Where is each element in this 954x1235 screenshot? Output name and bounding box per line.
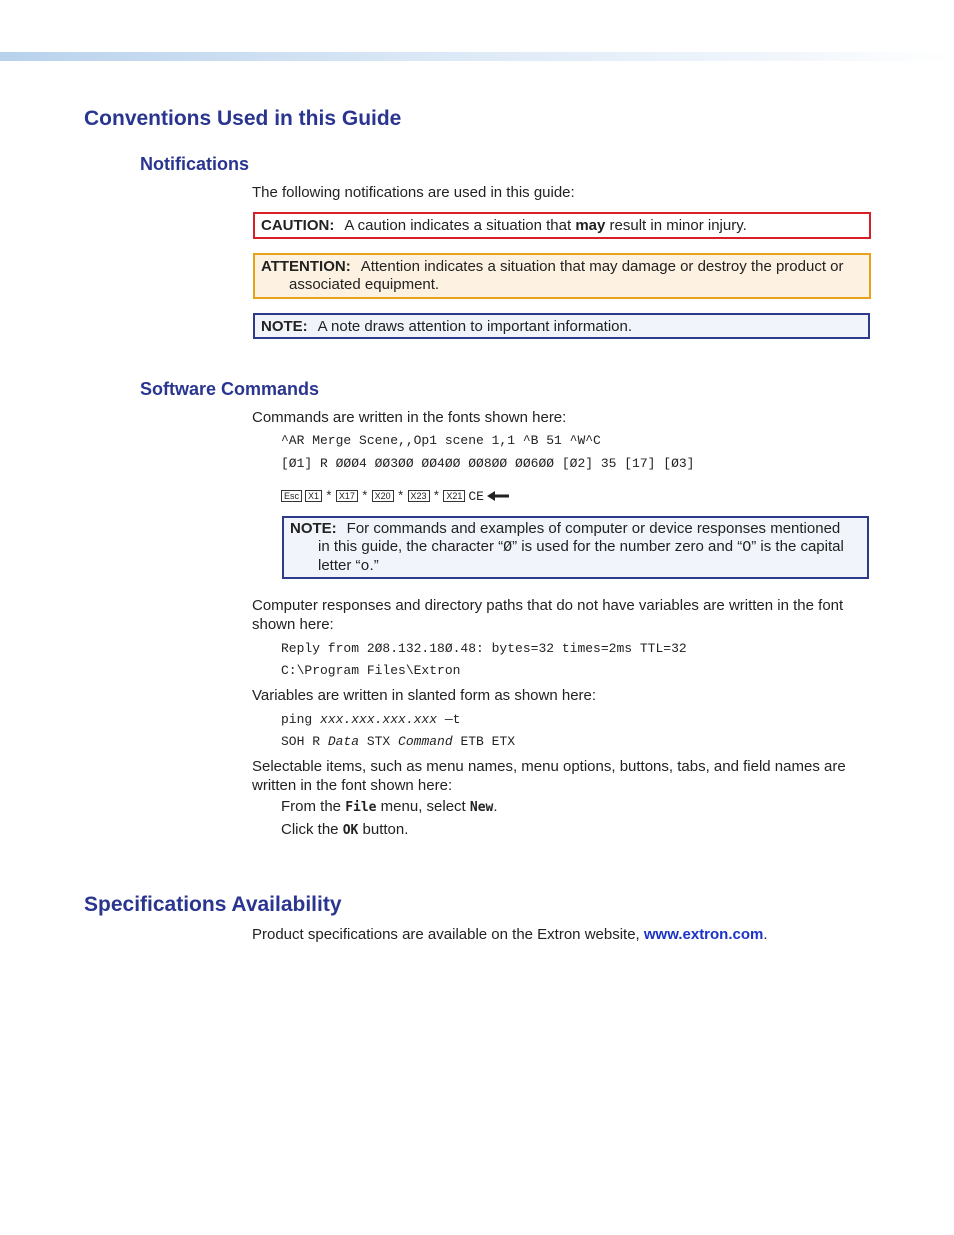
star-symbol: * — [325, 488, 333, 504]
esc-key: Esc — [281, 490, 302, 502]
extron-website-link[interactable]: www.extron.com — [643, 926, 764, 943]
x23-key: X23 — [408, 490, 430, 502]
ok-button-name: OK — [342, 823, 359, 838]
file-menu-name: File — [345, 800, 377, 815]
x20-key: X20 — [372, 490, 394, 502]
caution-text-after: result in minor injury. — [605, 217, 747, 234]
note-box — [253, 313, 870, 339]
character-note-line2a: in this guide, the character “ — [318, 538, 504, 555]
selectable-example-2 — [281, 821, 408, 838]
selectable-example-1 — [281, 798, 498, 815]
variable-example-1-slanted: xxx.xxx.xxx.xxx — [320, 712, 438, 727]
command-example-2: [Ø1] R ØØØ4 ØØ3ØØ ØØ4ØØ ØØ8ØØ ØØ6ØØ [Ø2] 35 [17] [Ø3] — [281, 456, 695, 471]
specifications-text — [252, 925, 862, 944]
selectable-intro: Selectable items, such as menu names, menu options, buttons, tabs, and field names are written in the font shown here: — [252, 758, 846, 794]
x1-key: X1 — [305, 490, 322, 502]
new-menu-option: New — [469, 800, 494, 815]
x21-key: X21 — [443, 490, 465, 502]
specifications-sentence: Product specifications are available on the Extron website, — [252, 926, 644, 943]
notifications-intro: The following notifications are used in this guide: — [252, 184, 575, 201]
section-title-specifications: Specifications Availability — [84, 893, 342, 916]
letter-o-character: o — [360, 558, 370, 575]
responses-intro: Computer responses and directory paths that do not have variables are written in the font shown here: — [252, 597, 844, 633]
character-note-line3a: letter “ — [318, 557, 361, 574]
selectable-example-2-a: Click the — [281, 821, 343, 838]
response-example-1: Reply from 2Ø8.132.18Ø.48: bytes=32 times=2ms TTL=32 — [281, 641, 687, 656]
section-title-conventions: Conventions Used in this Guide — [84, 107, 402, 130]
star-symbol: * — [432, 488, 441, 504]
character-note-label: NOTE: — [290, 520, 337, 537]
selectable-example-1-b: menu, select — [376, 798, 470, 815]
selectable-example-2-b: button. — [358, 821, 409, 838]
caution-bold-word: may — [575, 217, 606, 234]
star-symbol: * — [396, 488, 405, 504]
variable-example-1-tail: —t — [437, 712, 461, 727]
character-note-box — [282, 516, 869, 579]
capital-o-character: O — [742, 539, 752, 556]
enter-arrow-icon — [487, 490, 509, 502]
variable-example-1-plain: ping — [281, 712, 321, 727]
attention-box — [253, 253, 871, 299]
star-symbol: * — [360, 488, 369, 504]
variable-example-2-data: Data — [327, 734, 360, 749]
zero-character: Ø — [503, 539, 513, 556]
character-note-line1: For commands and examples of computer or device responses mentioned — [346, 520, 841, 537]
character-note-line2b: ” is used for the number zero and “ — [512, 538, 743, 555]
ce-text: CE — [468, 488, 484, 504]
character-note-line2c: ” is the capital — [751, 538, 844, 555]
variable-example-2-tail: ETB ETX — [452, 734, 516, 749]
caution-text-before: A caution indicates a situation that — [344, 217, 576, 234]
selectable-example-1-a: From the — [281, 798, 346, 815]
character-note-line3b: .” — [369, 557, 379, 574]
variable-example-2-command: Command — [398, 734, 453, 749]
header-gradient-bar — [0, 52, 954, 61]
variable-example-2-soh: SOH R — [281, 734, 328, 749]
commands-intro: Commands are written in the fonts shown here: — [252, 409, 567, 426]
specifications-period: . — [763, 926, 768, 943]
response-example-2: C:\Program Files\Extron — [281, 663, 461, 678]
variables-intro: Variables are written in slanted form as shown here: — [252, 687, 597, 704]
key-sequence-example — [281, 486, 509, 506]
subsection-title-notifications: Notifications — [140, 154, 250, 174]
note-label: NOTE: — [261, 318, 308, 335]
command-example-1: ^AR Merge Scene,,Op1 scene 1,1 ^B 51 ^W^C — [281, 433, 601, 448]
variable-example-2-stx: STX — [359, 734, 399, 749]
note-text: A note draws attention to important information. — [317, 318, 633, 335]
attention-label: ATTENTION: — [261, 258, 351, 275]
attention-line1: Attention indicates a situation that may damage or destroy the product or — [360, 258, 844, 275]
variable-example-2 — [281, 734, 515, 749]
x17-key: X17 — [336, 490, 358, 502]
caution-label: CAUTION: — [261, 217, 335, 234]
attention-line2: associated equipment. — [289, 276, 440, 293]
caution-box — [253, 212, 871, 239]
subsection-title-software-commands: Software Commands — [140, 379, 320, 399]
selectable-example-1-c: . — [493, 798, 498, 815]
variable-example-1 — [281, 712, 460, 727]
